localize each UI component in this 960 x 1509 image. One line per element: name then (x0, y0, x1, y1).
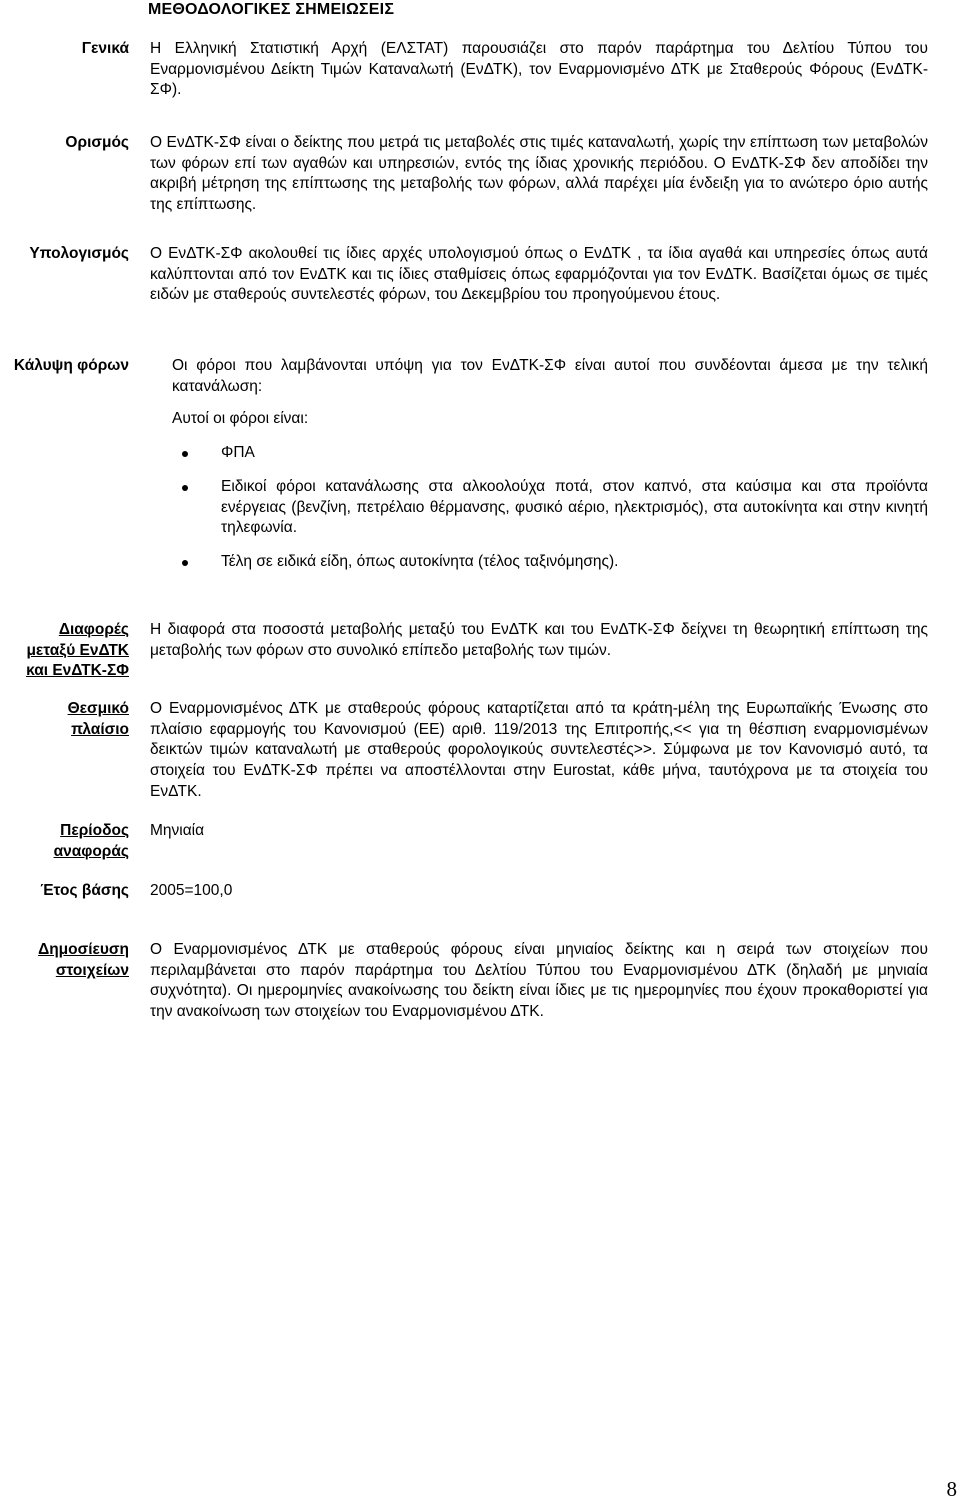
section-label-calculation: Υπολογισμός (29, 245, 129, 262)
section-text-data-publication: Ο Εναρμονισμένος ΔΤΚ με σταθερούς φόρους είναι μηνιαίος δείκτης και η σειρά των στοιχείων που περιλαμβάνεται στο παρόν παράρτημα του Δελτίου Τύπου του Εναρμονισμένου ΔΤΚ (δηλαδή με μηνιαία συχνότητα). Οι ημερομηνίες ανακοίνωσης του δείκτη είναι ίδιες με τις ημερομηνίες που έχουν προκαθοριστεί για την ανακοίνωση των στοιχείων του Εναρμονισμένου ΔΤΚ. (150, 941, 928, 1021)
section-text-base-year: 2005=100,0 (150, 882, 233, 899)
page-number: 8 (946, 1477, 957, 1501)
tax-coverage-intro: Οι φόροι που λαμβάνονται υπόψη για τον ΕνΔΤΚ-ΣΦ είναι αυτοί που συνδέονται άμεσα με την τελική κατανάλωση: (172, 357, 928, 395)
section-label-reference-period: Περίοδος αναφοράς (53, 822, 129, 860)
section-tax-coverage (172, 356, 928, 573)
section-text-reference-period: Μηνιαία (150, 822, 205, 839)
section-label-general: Γενικά (81, 40, 129, 57)
list-item: ΦΠΑ (150, 443, 928, 464)
bullet-icon (182, 560, 188, 566)
section-label-legal-framework: Θεσμικό πλαίσιο (67, 700, 129, 738)
section-text-definition: Ο ΕνΔΤΚ-ΣΦ είναι ο δείκτης που μετρά τις μεταβολές στις τιμές καταναλωτή, χωρίς την επίπτωση των μεταβολών των φόρων επί των αγαθών και υπηρεσιών, εντός της ίδιας χρονικής περιόδου. Ο ΕνΔΤΚ-ΣΦ δεν αποδίδει την ακριβή μέτρηση της επίπτωσης της μεταβολής των φόρων, αλλά παρέχει μία ένδειξη για το ανώτερο όριο αυτής της επίπτωσης. (150, 134, 928, 214)
section-text-calculation: Ο ΕνΔΤΚ-ΣΦ ακολουθεί τις ίδιες αρχές υπολογισμού όπως ο ΕνΔΤΚ , τα ίδια αγαθά και υπηρεσίες όπως αυτά καλύπτονται από τον ΕνΔΤΚ και τις ίδιες σταθμίσεις όπως εφαρμόζονται για τον ΕνΔΤΚ. Βασίζεται όμως σε τιμές ειδών με σταθερούς συντελεστές φόρων, του Δεκεμβρίου του προηγούμενου έτους. (150, 245, 928, 304)
list-item: Ειδικοί φόροι κατανάλωσης στα αλκοολούχα ποτά, στον καπνό, στα καύσιμα και στα προϊόντα ενέργειας (βενζίνη, πετρέλαιο θέρμανσης, φυσικό αέριο, ηλεκτρισμός), στα αυτοκίνητα και στην κινητή τηλεφωνία. (150, 477, 928, 539)
section-label-tax-coverage: Κάλυψη φόρων (13, 357, 129, 374)
section-label-base-year: Έτος βάσης (40, 882, 129, 899)
section-label-definition: Ορισμός (65, 134, 129, 151)
tax-list (150, 443, 928, 573)
bullet-icon (182, 485, 188, 491)
page-title: ΜΕΘΟΔΟΛΟΓΙΚΕΣ ΣΗΜΕΙΩΣΕΙΣ (148, 1, 395, 18)
bullet-icon (182, 451, 188, 457)
section-text-differences: Η διαφορά στα ποσοστά μεταβολής μεταξύ του ΕνΔΤΚ και του ΕνΔΤΚ-ΣΦ δείχνει τη θεωρητική επίπτωση της μεταβολής των φόρων στο συνολικό επίπεδο μεταβολής των τιμών. (150, 621, 928, 659)
section-text-general: Η Ελληνική Στατιστική Αρχή (ΕΛΣΤΑΤ) παρουσιάζει στο παρόν παράρτημα του Δελτίου Τύπου του Εναρμονισμένου Δείκτη Τιμών Καταναλωτή (ΕνΔΤΚ), τον Εναρμονισμένο ΔΤΚ με Σταθερούς Φόρους (ΕνΔΤΚ-ΣΦ). (150, 40, 928, 99)
section-text-legal-framework: Ο Εναρμονισμένος ΔΤΚ με σταθερούς φόρους καταρτίζεται από τα κράτη-μέλη της Ευρωπαϊκής Ένωσης στο πλαίσιο εφαρμογής του Κανονισμού (ΕΕ) αριθ. 119/2013 της Επιτροπής,<< για τη θέσπιση εναρμονισμένων δεικτών τιμών καταναλωτή με σταθερούς φορολογικούς συντελεστές>>. Σύμφωνα με τον Κανονισμό αυτό, τα στοιχεία του ΕνΔΤΚ-ΣΦ πρέπει να αποστέλλονται στην Eurostat, κάθε μήνα, ταυτόχρονα με τα στοιχεία του ΕνΔΤΚ. (150, 700, 928, 800)
section-label-data-publication: Δημοσίευση στοιχείων (38, 941, 129, 979)
section-label-differences: Διαφορές μεταξύ ΕνΔΤΚ και ΕνΔΤΚ-ΣΦ (26, 621, 129, 680)
tax-coverage-list-intro: Αυτοί οι φόροι είναι: (172, 410, 309, 428)
list-item: Τέλη σε ειδικά είδη, όπως αυτοκίνητα (τέλος ταξινόμησης). (150, 552, 928, 573)
